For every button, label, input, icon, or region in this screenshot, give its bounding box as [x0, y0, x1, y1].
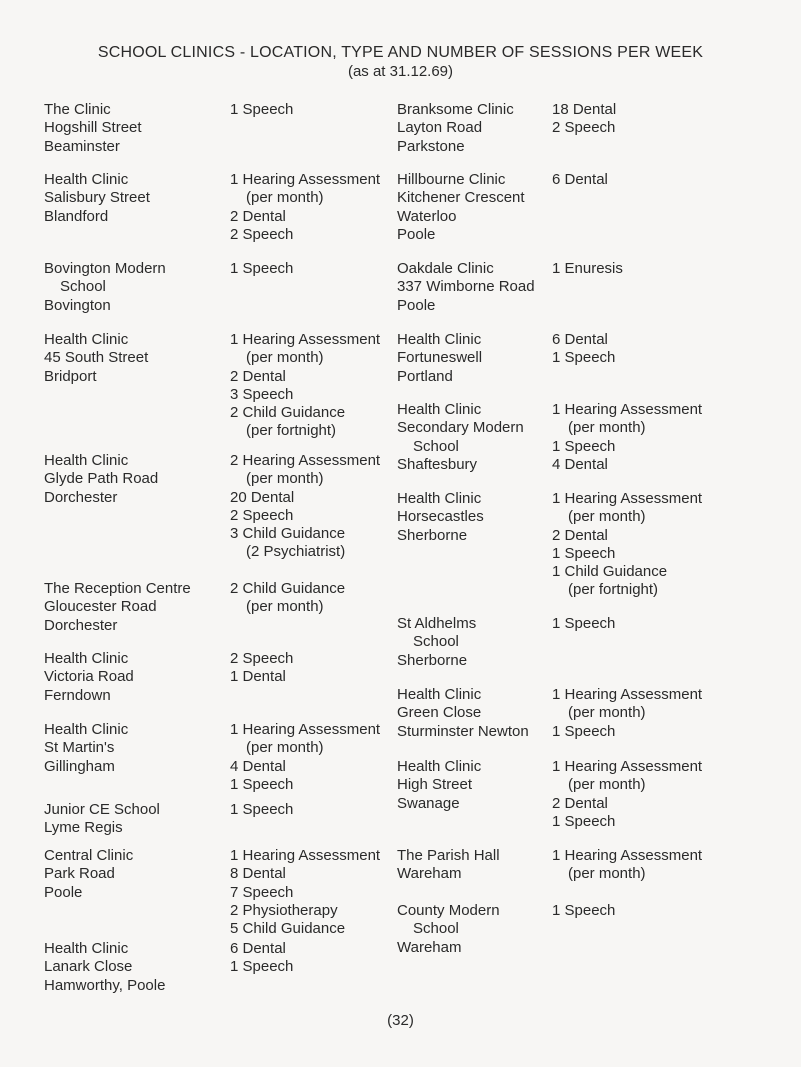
- location-line: Lyme Regis: [44, 819, 123, 837]
- location-line: Oakdale Clinic: [397, 260, 494, 277]
- session-line: (per month): [246, 189, 324, 207]
- session-line: 1 Speech: [552, 615, 616, 632]
- location-line: Sherborne: [397, 526, 468, 544]
- session-line: 1 Dental: [230, 668, 286, 686]
- right-location-block: [397, 490, 484, 545]
- location-line: The Parish Hall: [397, 847, 500, 864]
- location-line: Swanage: [397, 794, 460, 812]
- location-line: Fortuneswell: [397, 349, 483, 367]
- right-sessions-block: [552, 686, 702, 741]
- session-line: 1 Hearing Assessment: [230, 171, 381, 188]
- left-sessions-block: [230, 260, 293, 278]
- location-line: Health Clinic: [397, 758, 482, 775]
- location-line: Secondary Modern: [397, 419, 524, 437]
- session-line: 1 Hearing Assessment: [552, 401, 703, 418]
- session-line: 1 Speech: [552, 349, 616, 367]
- right-sessions-block: [552, 260, 623, 278]
- session-line: 20 Dental: [230, 488, 295, 506]
- left-location-block: [44, 650, 134, 705]
- left-sessions-block: [230, 580, 345, 617]
- session-line: 1 Hearing Assessment: [230, 331, 381, 348]
- location-line: Victoria Road: [44, 668, 134, 686]
- location-line: Health Clinic: [44, 940, 129, 957]
- location-line: The Reception Centre: [44, 580, 191, 597]
- location-line: Hillbourne Clinic: [397, 171, 506, 188]
- session-line: 1 Speech: [230, 775, 294, 793]
- left-sessions-block: [230, 721, 380, 794]
- session-line: 1 Hearing Assessment: [552, 686, 703, 703]
- location-line: Horsecastles: [397, 508, 484, 526]
- session-line: 2 Dental: [230, 367, 286, 385]
- page-title: SCHOOL CLINICS - LOCATION, TYPE AND NUMBER OF SESSIONS PER WEEK: [97, 44, 704, 61]
- left-sessions-block: [230, 101, 293, 119]
- session-line: 3 Speech: [230, 385, 294, 403]
- session-line: 2 Dental: [230, 207, 286, 225]
- location-line: St Martin's: [44, 739, 115, 757]
- left-location-block: [44, 260, 166, 315]
- right-sessions-block: [552, 101, 616, 138]
- location-line: Wareham: [397, 865, 462, 883]
- right-location-block: [397, 615, 476, 670]
- session-line: 2 Speech: [230, 225, 294, 243]
- location-line: Gillingham: [44, 757, 115, 775]
- location-line: Layton Road: [397, 119, 483, 137]
- location-line: Wareham: [397, 938, 462, 956]
- location-line: High Street: [397, 776, 473, 794]
- location-line: Hamworthy, Poole: [44, 976, 166, 994]
- location-line: School: [413, 633, 459, 651]
- session-line: 1 Hearing Assessment: [552, 758, 703, 775]
- session-line: 1 Speech: [230, 101, 294, 118]
- right-location-block: [397, 171, 525, 244]
- location-line: Green Close: [397, 704, 482, 722]
- session-line: 2 Physiotherapy: [230, 901, 338, 919]
- location-line: Gloucester Road: [44, 598, 157, 616]
- location-line: Poole: [397, 225, 436, 243]
- session-line: 1 Hearing Assessment: [230, 847, 381, 864]
- location-line: Health Clinic: [44, 650, 129, 667]
- session-line: 1 Speech: [230, 260, 294, 277]
- location-line: County Modern: [397, 902, 500, 919]
- location-line: Health Clinic: [44, 331, 129, 348]
- session-line: 2 Child Guidance: [230, 404, 346, 422]
- session-line: 1 Speech: [552, 902, 616, 919]
- location-line: Health Clinic: [44, 721, 129, 738]
- left-sessions-block: [230, 940, 293, 977]
- page-number: (32): [387, 1012, 414, 1029]
- left-sessions-block: [230, 801, 293, 819]
- session-line: 6 Dental: [552, 331, 608, 348]
- left-location-block: [44, 171, 150, 226]
- left-location-block: [44, 452, 158, 507]
- session-line: (per month): [568, 865, 646, 883]
- session-line: 6 Dental: [552, 171, 608, 188]
- right-location-block: [397, 758, 481, 813]
- location-line: Bridport: [44, 367, 97, 385]
- left-sessions-block: [230, 171, 380, 244]
- session-line: 2 Speech: [230, 506, 294, 524]
- left-sessions-block: [230, 650, 293, 687]
- location-line: Central Clinic: [44, 847, 134, 864]
- location-line: Health Clinic: [397, 401, 482, 418]
- session-line: 18 Dental: [552, 101, 617, 118]
- location-line: The Clinic: [44, 101, 111, 118]
- right-sessions-block: [552, 331, 615, 368]
- location-line: Health Clinic: [397, 490, 482, 507]
- session-line: 1 Hearing Assessment: [230, 721, 381, 738]
- session-line: (per month): [568, 419, 646, 437]
- location-line: Dorchester: [44, 616, 118, 634]
- session-line: 2 Hearing Assessment: [230, 452, 381, 469]
- session-line: (per month): [246, 598, 324, 616]
- left-sessions-block: [230, 452, 380, 562]
- location-line: Dorchester: [44, 488, 118, 506]
- left-sessions-block: [230, 847, 380, 938]
- left-sessions-block: [230, 331, 380, 441]
- left-location-block: [44, 721, 128, 776]
- location-line: Health Clinic: [44, 452, 129, 469]
- session-line: 1 Enuresis: [552, 260, 623, 277]
- right-location-block: [397, 401, 524, 474]
- location-line: Branksome Clinic: [397, 101, 514, 118]
- right-location-block: [397, 847, 500, 884]
- location-line: Waterloo: [397, 207, 457, 225]
- location-line: Sturminster Newton: [397, 722, 529, 740]
- location-line: Park Road: [44, 865, 115, 883]
- session-line: 1 Speech: [552, 812, 616, 830]
- location-line: Junior CE School: [44, 801, 160, 818]
- session-line: (per month): [568, 508, 646, 526]
- session-line: (per month): [568, 704, 646, 722]
- session-line: 3 Child Guidance: [230, 525, 346, 543]
- right-sessions-block: [552, 847, 702, 884]
- location-line: Health Clinic: [397, 331, 482, 348]
- session-line: 2 Speech: [552, 119, 616, 137]
- right-sessions-block: [552, 615, 615, 633]
- location-line: Lanark Close: [44, 958, 133, 976]
- right-location-block: [397, 331, 482, 386]
- session-line: 1 Speech: [552, 544, 616, 562]
- location-line: Glyde Path Road: [44, 470, 159, 488]
- location-line: Portland: [397, 367, 453, 385]
- location-line: St Aldhelms: [397, 615, 477, 632]
- left-location-block: [44, 101, 142, 156]
- location-line: Health Clinic: [44, 171, 129, 188]
- page-subtitle: (as at 31.12.69): [347, 63, 454, 80]
- session-line: (per fortnight): [568, 581, 659, 599]
- left-location-block: [44, 940, 165, 995]
- right-location-block: [397, 686, 529, 741]
- right-sessions-block: [552, 401, 702, 474]
- session-line: (per month): [246, 739, 324, 757]
- right-sessions-block: [552, 902, 615, 920]
- session-line: 1 Hearing Assessment: [552, 847, 703, 864]
- session-line: 2 Speech: [230, 650, 294, 667]
- location-line: Poole: [397, 296, 436, 314]
- left-location-block: [44, 847, 133, 902]
- right-location-block: [397, 260, 535, 315]
- session-line: 4 Dental: [552, 455, 608, 473]
- session-line: 2 Child Guidance: [230, 580, 346, 597]
- session-line: 5 Child Guidance: [230, 920, 346, 938]
- session-line: 4 Dental: [230, 757, 286, 775]
- right-location-block: [397, 101, 514, 156]
- session-line: (per month): [246, 349, 324, 367]
- location-line: Bovington Modern: [44, 260, 166, 277]
- location-line: Sherborne: [397, 651, 468, 669]
- right-sessions-block: [552, 758, 702, 831]
- location-line: Salisbury Street: [44, 189, 150, 207]
- session-line: 2 Dental: [552, 794, 608, 812]
- location-line: Hogshill Street: [44, 119, 142, 137]
- session-line: 1 Speech: [552, 722, 616, 740]
- right-sessions-block: [552, 171, 608, 189]
- location-line: Blandford: [44, 207, 109, 225]
- session-line: (per month): [246, 470, 324, 488]
- left-location-block: [44, 331, 148, 386]
- location-line: 337 Wimborne Road: [397, 278, 535, 296]
- session-line: (per month): [568, 776, 646, 794]
- session-line: 1 Speech: [552, 437, 616, 455]
- location-line: Bovington: [44, 296, 111, 314]
- session-line: 6 Dental: [230, 940, 286, 957]
- location-line: Beaminster: [44, 137, 120, 155]
- left-location-block: [44, 580, 191, 635]
- location-line: Health Clinic: [397, 686, 482, 703]
- location-line: Kitchener Crescent: [397, 189, 525, 207]
- right-location-block: [397, 902, 500, 957]
- session-line: 2 Dental: [552, 526, 608, 544]
- location-line: School: [413, 920, 459, 938]
- session-line: 8 Dental: [230, 865, 286, 883]
- location-line: Shaftesbury: [397, 455, 478, 473]
- session-line: 1 Hearing Assessment: [552, 490, 703, 507]
- location-line: 45 South Street: [44, 349, 149, 367]
- location-line: Parkstone: [397, 137, 465, 155]
- session-line: 1 Child Guidance: [552, 563, 668, 581]
- session-line: 7 Speech: [230, 883, 294, 901]
- session-line: (2 Psychiatrist): [246, 543, 346, 561]
- session-line: (per fortnight): [246, 422, 337, 440]
- location-line: School: [60, 278, 106, 296]
- session-line: 1 Speech: [230, 801, 294, 818]
- location-line: Ferndown: [44, 686, 111, 704]
- location-line: School: [413, 437, 459, 455]
- location-line: Poole: [44, 883, 83, 901]
- session-line: 1 Speech: [230, 958, 294, 976]
- left-location-block: [44, 801, 160, 838]
- right-sessions-block: [552, 490, 702, 600]
